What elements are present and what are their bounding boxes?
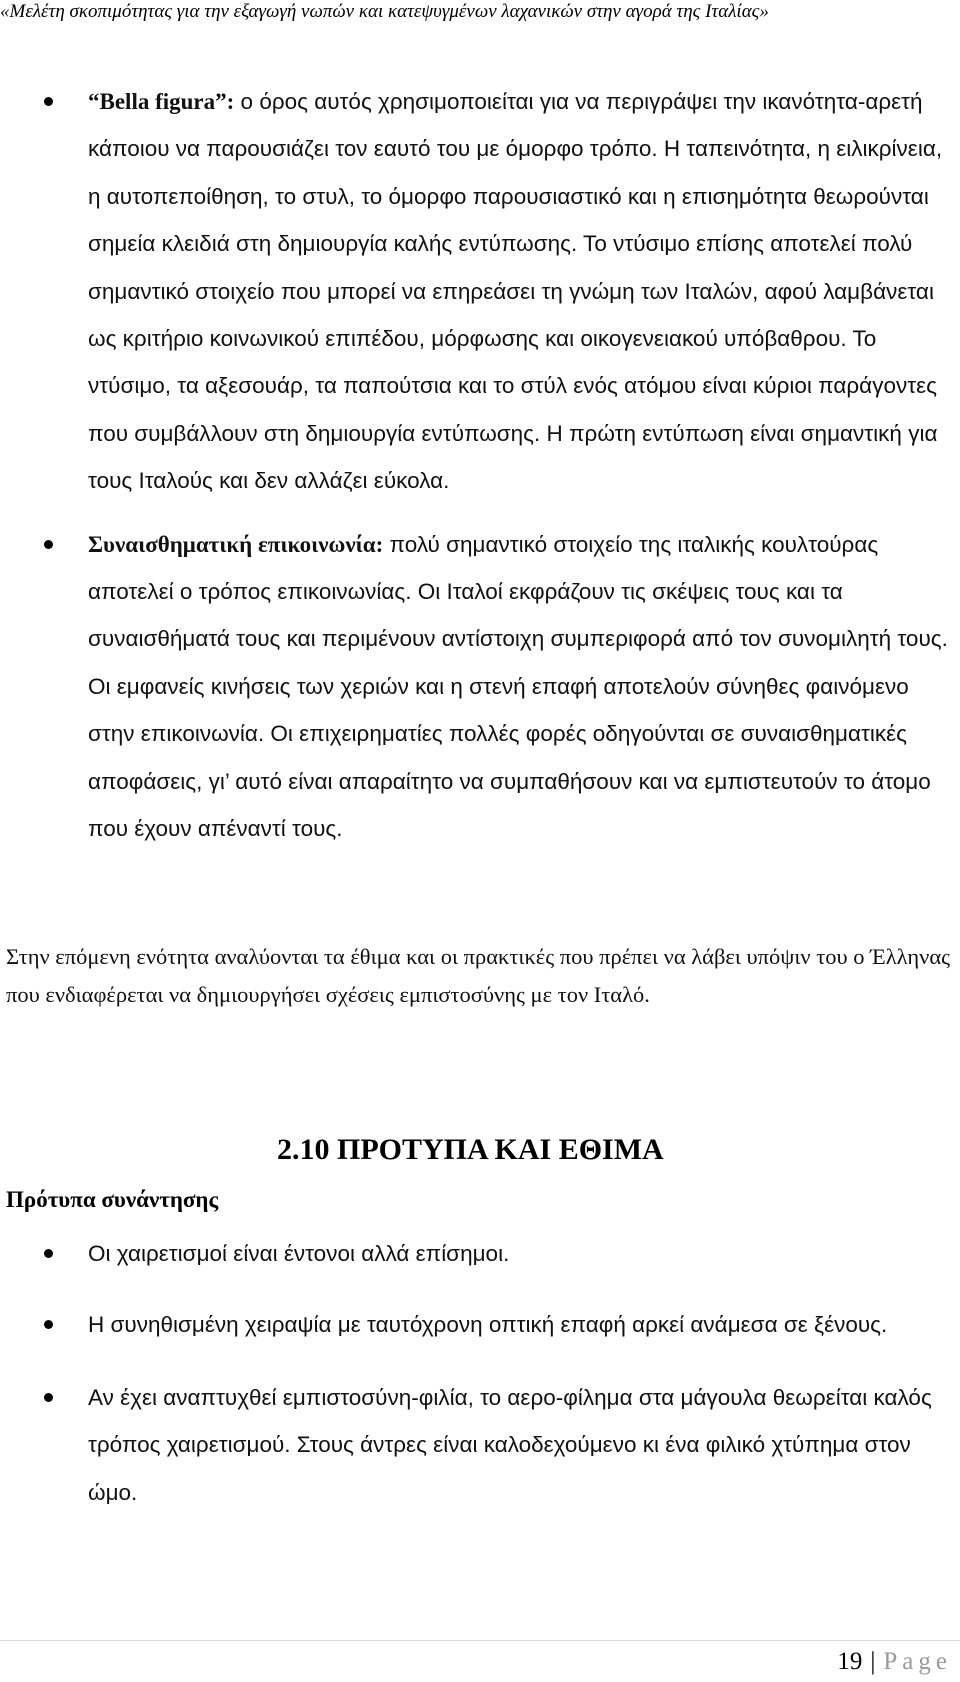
running-title: «Μελέτη σκοπιμότητας για την εξαγωγή νωπών και κατεψυγμένων λαχανικών στην αγορά της Ιταλίας» bbox=[0, 1, 769, 22]
greetings-bullet-list bbox=[0, 1230, 960, 1516]
section-title: 2.10 ΠΡΟΤΥΠΑ ΚΑΙ ΕΘΙΜΑ bbox=[277, 1133, 664, 1166]
page-footer bbox=[837, 1647, 952, 1677]
page-label: Page bbox=[883, 1648, 952, 1675]
bullet-text: Οι χαιρετισμοί είναι έντονοι αλλά επίσημοι. bbox=[88, 1241, 510, 1266]
list-item-emotional-communication bbox=[0, 521, 960, 853]
bullet-text: Η συνηθισμένη χειραψία με ταυτόχρονη οπτική επαφή αρκεί ανάμεσα σε ξένους. bbox=[88, 1312, 888, 1338]
bullet-term: Συναισθηματική επικοινωνία: bbox=[88, 531, 384, 557]
bullet-text: πολύ σημαντικό στοιχείο της ιταλικής κουλτούρας αποτελεί ο τρόπος επικοινωνίας. Οι Ιταλοί εκφράζουν τις σκέψεις τους και τα συναισθήματά τους και περιμένουν αντίστοιχη συμπεριφορά από τον συνομιλητή τους. Οι εμφανείς κινήσεις των χεριών και η στενή επαφή αποτελούν σύνηθες φαινόμενο στην επικοινωνία. Οι επιχειρηματίες πολλές φορές οδηγούνται σε συναισθηματικές αποφάσεις, γι’ αυτό είναι απαραίτητο να συμπαθήσουν και να εμπιστευτούν το άτομο που έχουν απέναντί τους. bbox=[88, 531, 948, 842]
list-item-air-kiss bbox=[0, 1374, 960, 1516]
list-item-bella-figura bbox=[0, 78, 960, 505]
page-number: 19 bbox=[837, 1648, 863, 1675]
list-item-greeting bbox=[0, 1230, 960, 1277]
bullet-icon bbox=[44, 1320, 53, 1329]
bullet-icon bbox=[44, 540, 53, 549]
bullet-icon bbox=[44, 1249, 53, 1258]
bullet-text: Αν έχει αναπτυχθεί εμπιστοσύνη-φιλία, το αερο-φίλημα στα μάγουλα θεωρείται καλός τρόπος χαιρετισμού. Στους άντρες είναι καλοδεχούμενο κι ένα φιλικό χτύπημα στον ώμο. bbox=[88, 1384, 932, 1505]
footer-divider bbox=[0, 1640, 960, 1641]
culture-bullet-list bbox=[0, 78, 960, 853]
running-header bbox=[0, 0, 960, 24]
bullet-icon bbox=[44, 1393, 53, 1402]
bullet-text: ο όρος αυτός χρησιμοποιείται για να περιγράψει την ικανότητα-αρετή κάποιου να παρουσιάζει τον εαυτό του με όμορφο τρόπο. Η ταπεινότητα, η ειλικρίνεια, η αυτοπεποίθηση, το στυλ, το όμορφο παρουσιαστικό και η επισημότητα θεωρούνται σημεία κλειδιά στη δημιουργία καλής εντύπωσης. Το ντύσιμο επίσης αποτελεί πολύ σημαντικό στοιχείο που μπορεί να επηρεάσει τη γνώμη των Ιταλών, αφού λαμβάνεται ως κριτήριο κοινωνικού επιπέδου, μόρφωσης και οικογενειακού υπόβαθρου. Το ντύσιμο, τα αξεσουάρ, τα παπούτσια και το στύλ ενός ατόμου είναι κύριοι παράγοντες που συμβάλλουν στη δημιουργία εντύπωσης. Η πρώτη εντύπωση είναι σημαντική για τους Ιταλούς και δεν αλλάζει εύκολα. bbox=[88, 89, 943, 494]
list-item-handshake bbox=[0, 1301, 960, 1348]
bullet-term: “Bella figura”: bbox=[88, 89, 235, 114]
footer-separator: | bbox=[870, 1648, 876, 1675]
section-subtitle: Πρότυπα συνάντησης bbox=[6, 1187, 219, 1212]
intro-paragraph: Στην επόμενη ενότητα αναλύονται τα έθιμα και οι πρακτικές που πρέπει να λάβει υπόψιν του ο Έλληνας που ενδιαφέρεται να δημιουργήσει σχέσεις εμπιστοσύνης με τον Ιταλό. bbox=[6, 944, 951, 1007]
bullet-icon bbox=[44, 97, 53, 106]
